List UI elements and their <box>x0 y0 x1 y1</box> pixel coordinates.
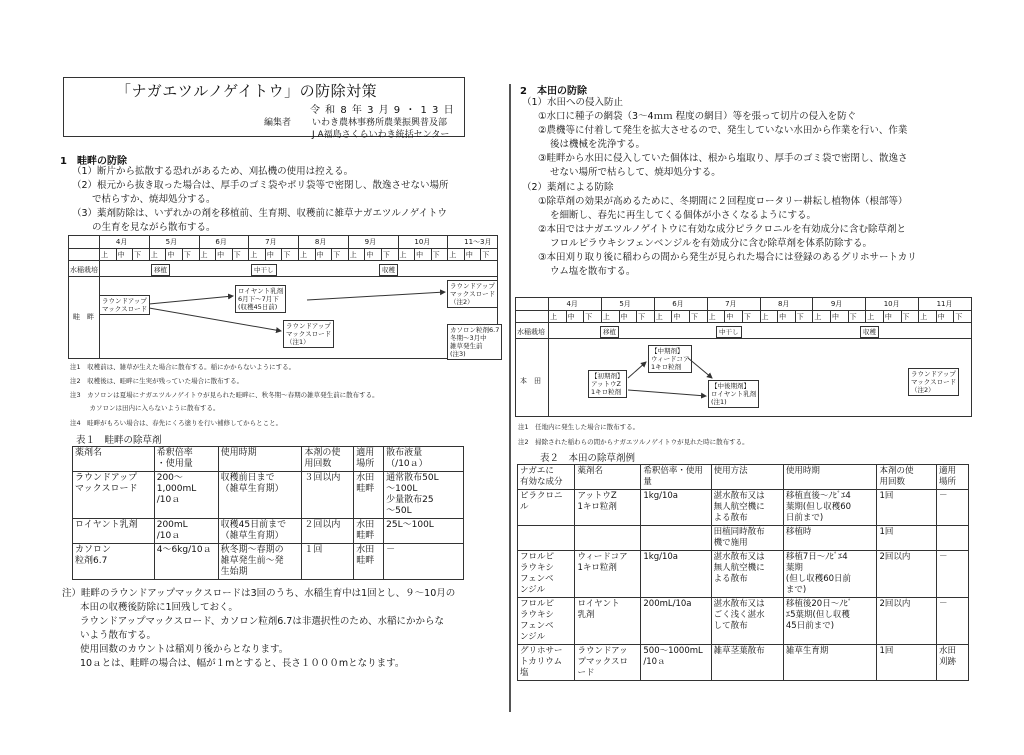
table2-cell <box>518 526 575 551</box>
table-1-caption: 表１ 畦畔の除草剤 <box>76 435 162 446</box>
cal-period-label: 上 <box>867 313 875 321</box>
cal-period-label: 中 <box>416 251 424 259</box>
cal-period-label: 上 <box>708 313 716 321</box>
table2-row <box>518 526 969 551</box>
cal-month-label: 7月 <box>265 238 277 246</box>
table2-cell: 雑草茎葉散布 <box>711 645 783 681</box>
table1-cell: 4～6kg/10ａ <box>154 544 218 580</box>
editor-name-2: J A福島さくらいわき統括センター <box>312 130 450 140</box>
left-footnote-4: いよう散布する。 <box>80 630 157 641</box>
table2-cell: ラウンドアッ プマックスロ ード <box>575 645 641 681</box>
table2-cell: － <box>937 598 969 645</box>
s2-2b2: フロルピラウキシフェンベンジルを有効成分に含む除草剤を体系防除する。 <box>550 238 872 249</box>
table2-cell: 雑草生育期 <box>783 645 877 681</box>
table2-cell: 500～1000mL /10ａ <box>641 645 711 681</box>
cal-period-label: 上 <box>150 251 158 259</box>
title-box <box>63 77 465 140</box>
editor-label: 編集者 <box>264 118 292 128</box>
cal-month-label: 11月 <box>936 300 953 308</box>
s2-2b: ②本田ではナガエツルノゲイトウに有効な成分ピラクロニルを有効成分に含む除草剤と <box>538 224 906 235</box>
cal-period-label: 中 <box>884 313 892 321</box>
page-title: 「ナガエツルノゲイトウ」の防除対策 <box>116 82 378 100</box>
table2-cell: フロルピ ラウキシ フェンベ ンジル <box>518 598 575 645</box>
cal-period-label: 下 <box>796 313 804 321</box>
s2-2c: ③本田刈り取り後に稲わらの間から発生が見られた場合には登録のあるグリホサートカリ <box>538 252 917 263</box>
table2-cell: 1kg/10a <box>641 551 711 598</box>
table1-header-cell: 適用 場所 <box>354 447 384 472</box>
cal-period-label: 中 <box>673 313 681 321</box>
table2-header-cell: 薬剤名 <box>575 465 641 490</box>
s1-line-4: （3）薬剤防除は、いずれかの剤を移植前、生育期、収穫前に雑草ナガエツルノゲイトウ <box>72 208 448 219</box>
herbicide-box-roundup-note2: ラウンドアップ マックスロード （注2） <box>447 280 498 308</box>
cal-month-label: 7月 <box>725 300 737 308</box>
table2-header-cell: 適用 場所 <box>937 465 969 490</box>
left-note-2: 注2 収穫後は、畦畔に生実が残っていた場合に散布する。 <box>70 377 244 385</box>
table1-cell: 収穫前日まで （雑草生育期） <box>218 472 302 519</box>
cal-period-label: 中 <box>266 251 274 259</box>
cal-period-label: 上 <box>250 251 258 259</box>
cal-month-label: 5月 <box>619 300 631 308</box>
s1-line-1: （1）断片から拡散する恐れがあるため、刈払機の使用は控える。 <box>72 166 354 177</box>
table2-cell: 移植後20日～ﾉﾋﾞ ｴ5葉期(但し収穫 45日前まで) <box>783 598 877 645</box>
table2-cell: 200mL/10a <box>641 598 711 645</box>
s1-line-3: で枯らすか、焼却処分する。 <box>92 194 216 205</box>
issue-date: 令 和 8 年 3 月 9 ・ 1 3 日 <box>310 105 455 116</box>
cal-period-label: 下 <box>432 251 440 259</box>
cal-period-label: 上 <box>200 251 208 259</box>
table1-row <box>73 544 464 580</box>
cal-period-label: 中 <box>366 251 374 259</box>
cal-period-label: 中 <box>316 251 324 259</box>
column-divider <box>509 84 511 712</box>
table2-cell: 湛水散布又は ごく浅く湛水 して散布 <box>711 598 783 645</box>
schedule-calendar-right <box>515 297 972 417</box>
table2-cell: 1回 <box>877 490 937 526</box>
table2-cell: 1回 <box>877 645 937 681</box>
table2-cell: － <box>937 551 969 598</box>
left-footnote-2: 本田の収穫後防除に1回残しておく。 <box>80 602 238 613</box>
cal-month-label: 9月 <box>364 238 377 246</box>
cal-period-label: 下 <box>382 251 390 259</box>
table1-cell: 水田 畦畔 <box>354 472 384 519</box>
cal-period-label: 下 <box>849 313 857 321</box>
table2-cell: ピラクロニ ル <box>518 490 575 526</box>
table2-header-cell: ナガエに 有効な成分 <box>518 465 575 490</box>
table1-cell: カソロン 粒剤6.7 <box>73 544 155 580</box>
cal-month-label: 4月 <box>566 300 578 308</box>
table1-cell: 秋冬期～春期の 雑草発生前～発 生始期 <box>218 544 302 580</box>
table2-cell: 移植直後～ﾉﾋﾞｴ4 葉期(但し収穫60 日前まで) <box>783 490 877 526</box>
table2-cell: 湛水散布又は 無人航空機に よる散布 <box>711 551 783 598</box>
table2-row <box>518 598 969 645</box>
cal-period-label: 上 <box>399 251 407 259</box>
s2-2c2: ウム塩を散布する。 <box>550 266 636 277</box>
levee-herbicide-table <box>72 446 464 580</box>
cal-period-label: 上 <box>814 313 822 321</box>
table1-header-cell: 希釈倍率 ・使用量 <box>154 447 218 472</box>
cal-month-label: 6月 <box>215 238 227 246</box>
table1-header-cell: 本剤の使 用回数 <box>302 447 354 472</box>
table2-cell: 1kg/10a <box>641 490 711 526</box>
section-2-title: 2 本田の防除 <box>520 86 587 97</box>
table2-header-cell: 希釈倍率・使用 量 <box>641 465 711 490</box>
cal-period-label: 上 <box>449 251 457 259</box>
table2-cell: ロイヤント 乳剤 <box>575 598 641 645</box>
cal-period-label: 上 <box>349 251 357 259</box>
cal-period-label: 中 <box>726 313 734 321</box>
table1-cell: １回 <box>302 544 354 580</box>
stage-transplant: 移植 <box>151 264 170 276</box>
cal-period-label: 中 <box>217 251 225 259</box>
s2-1c: ③畦畔から水田に侵入していた個体は、根から塩取り、厚手のゴミ袋で密閉し、散逸さ <box>538 153 908 164</box>
cal-month-label: 4月 <box>115 238 128 246</box>
cal-month-label: 10月 <box>414 238 431 246</box>
table2-header-cell: 使用方法 <box>711 465 783 490</box>
cal-row-label-levee: 畦 畔 <box>73 313 94 321</box>
table1-cell: － <box>384 544 464 580</box>
herbicide-box-atto-z: 【初期剤】 アットウZ 1キロ粒剤 <box>588 370 627 398</box>
table2-cell: － <box>937 490 969 526</box>
s2-1c2: せない場所で枯らして、焼却処分する。 <box>550 167 721 178</box>
herbicide-box-royant: 【中後期剤】 ロイヤント乳剤 (注1) <box>708 380 759 408</box>
table2-header-cell: 使用時期 <box>783 465 877 490</box>
table2-cell: 2回以内 <box>877 551 937 598</box>
stage-harvest: 収穫 <box>379 264 398 276</box>
stage-transplant: 移植 <box>600 326 619 338</box>
schedule-calendar-left <box>68 235 498 359</box>
table2-cell: 1回 <box>877 526 937 551</box>
herbicide-box-roundup-1: ラウンドアップ マックスロード <box>99 295 150 315</box>
cal-arrows <box>516 298 971 416</box>
cal-period-label: 中 <box>937 313 945 321</box>
s2-2a2: を細断し、春先に再生してくる個体が小さくなるようにする。 <box>550 210 817 221</box>
table2-row <box>518 551 969 598</box>
table1-cell: 200mL /10ａ <box>154 519 218 544</box>
cal-row-label-paddy: 本 田 <box>520 377 541 385</box>
cal-row-label-crop: 水稲栽培 <box>517 328 545 336</box>
left-note-1: 注1 収穫前は、雑草が生えた場合に散布する。稲にかからないようにする。 <box>70 363 296 371</box>
herbicide-box-roundup-note1: ラウンドアップ マックスロード （注1） <box>283 320 334 348</box>
table2-cell: フロルピ ラウキシ フェンベ ンジル <box>518 551 575 598</box>
s2-1: （1）水田への侵入防止 <box>522 97 624 108</box>
cal-period-label: 上 <box>101 251 108 259</box>
left-footnote-5: 使用回数のカウントは稲刈り後からとなります。 <box>80 644 289 655</box>
table1-header-cell: 散布液量 （/10ａ） <box>384 447 464 472</box>
table1-row <box>73 519 464 544</box>
table2-cell: 水田 刈跡 <box>937 645 969 681</box>
section-1-title: 1 畦畔の防除 <box>60 156 127 167</box>
right-note-2: 注2 掃除された稲わらの間からナガエツルノゲイトウが見れた時に散布する。 <box>518 438 749 446</box>
table2-cell <box>575 526 641 551</box>
cal-period-label: 上 <box>655 313 663 321</box>
table1-cell: 水田 畦畔 <box>354 519 384 544</box>
table2-row <box>518 490 969 526</box>
editor-name-1: いわき農林事務所農業振興普及部 <box>312 118 448 128</box>
cal-row-label-crop: 水稲栽培 <box>70 266 98 274</box>
s1-line-5: の生育を見ながら散布する。 <box>92 222 216 233</box>
table2-cell: ウィードコア 1キロ粒剤 <box>575 551 641 598</box>
s2-1b: ②農機等に付着して発生を拡大させるので、発生していない水田から作業を行い、作業 <box>538 125 908 136</box>
table1-cell: ラウンドアップ マックスロード <box>73 472 155 519</box>
table1-cell: ロイヤント乳剤 <box>73 519 155 544</box>
cal-period-label: 下 <box>902 313 910 321</box>
cal-period-label: 上 <box>602 313 610 321</box>
table2-cell: 移植7日～ﾉﾋﾞｴ4 葉期 (但し収穫60日前 まで) <box>783 551 877 598</box>
cal-period-label: 中 <box>779 313 787 321</box>
cal-period-label: 中 <box>167 251 175 259</box>
table1-row <box>73 472 464 519</box>
paddy-herbicide-table <box>517 464 969 681</box>
cal-period-label: 下 <box>955 313 963 321</box>
left-footnote-6: 10ａとは、畦畔の場合は、幅が１mとすると、長さ１０００mとなります。 <box>80 658 405 669</box>
cal-month-label: 5月 <box>165 238 178 246</box>
table2-cell <box>641 526 711 551</box>
table1-cell: 25L～100L <box>384 519 464 544</box>
left-note-4: カソロンは田内に入らないように散布する。 <box>70 404 220 412</box>
s2-2: （2）薬剤による防除 <box>522 182 614 193</box>
s1-line-2: （2）根元から抜き取った場合は、厚手のゴミ袋やポリ袋等で密閉し、散逸させない場所 <box>72 180 449 191</box>
s2-1a: ①水口に種子の網袋（3～4ｍｍ 程度の網目）等を張って切片の侵入を防ぐ <box>538 111 857 122</box>
herbicide-box-casoron: カソロン粒剤6.7 冬期～3月中 雑草発生前 (注3) <box>447 324 502 360</box>
table2-cell: 2回以内 <box>877 598 937 645</box>
table2-header-cell: 本剤の使 用回数 <box>877 465 937 490</box>
cal-arrows <box>69 236 497 358</box>
table2-cell: 移植時 <box>783 526 877 551</box>
cal-month-label: 8月 <box>314 238 327 246</box>
stage-midseason-drain: 中干し <box>251 264 277 276</box>
table1-cell: ２回以内 <box>302 519 354 544</box>
cal-period-label: 下 <box>134 251 142 259</box>
cal-period-label: 上 <box>761 313 769 321</box>
cal-month-label: 10月 <box>883 300 900 308</box>
cal-period-label: 下 <box>638 313 646 321</box>
table2-cell: 湛水散布又は 無人航空機に よる散布 <box>711 490 783 526</box>
cal-period-label: 上 <box>920 313 928 321</box>
left-footnote-1: 注）畦畔のラウンドアップマックスロードは3回のうち、水稲生育中は1回とし、９～10月の <box>62 588 456 599</box>
cal-period-label: 下 <box>585 313 593 321</box>
table2-cell: アットウZ 1キロ粒剤 <box>575 490 641 526</box>
right-note-1: 注1 任地内に発生した場合に散布する。 <box>518 423 640 431</box>
cal-period-label: 上 <box>300 251 307 259</box>
cal-month-label: 6月 <box>672 300 684 308</box>
table1-cell: 水田 畦畔 <box>354 544 384 580</box>
table2-row <box>518 645 969 681</box>
table2-cell <box>937 526 969 551</box>
table1-cell: 通常散布50L ～100L 少量散布25 ～50L <box>384 472 464 519</box>
table2-cell: グリホサー トカリウム 塩 <box>518 645 575 681</box>
table1-cell: 収穫45日前まで （雑草生育期） <box>218 519 302 544</box>
herbicide-box-royant: ロイヤント乳剤 6月下～7月下 (収穫45日前) <box>235 285 286 313</box>
cal-period-label: 下 <box>183 251 191 259</box>
stage-harvest: 収穫 <box>860 326 879 338</box>
left-footnote-3: ラウンドアップマックスロード、カソロン粒剤6.7は非選択性のため、水稲にかからな <box>80 616 444 627</box>
cal-period-label: 下 <box>743 313 751 321</box>
cal-period-label: 中 <box>832 313 839 321</box>
cal-period-label: 中 <box>567 313 575 321</box>
table1-cell: 200～ 1,000mL /10ａ <box>154 472 218 519</box>
table-2-caption: 表２ 本田の除草剤例 <box>540 453 636 464</box>
table1-cell: ３回以内 <box>302 472 354 519</box>
table1-header-cell: 使用時期 <box>218 447 302 472</box>
herbicide-box-roundup: ラウンドアップ マックスロード （注2） <box>908 368 959 396</box>
cal-period-label: 下 <box>283 251 291 259</box>
table1-header-cell: 薬剤名 <box>73 447 155 472</box>
herbicide-box-weedcore: 【中期剤】 ウィードコア 1キロ粒剤 <box>648 345 692 373</box>
s2-2a: ①除草剤の効果が高めるために、冬期間に２回程度ロータリー耕耘し植物体（根部等） <box>538 196 908 207</box>
table2-cell: 田植同時散布 機で施用 <box>711 526 783 551</box>
left-note-5: 注4 畦畔がもろい場合は、春先にくろ塗りを行い補修してからとこと。 <box>70 419 283 427</box>
cal-period-label: 中 <box>117 251 125 259</box>
left-note-3: 注3 カソロンは夏場にナガエツルノゲイトウが見られた畦畔に、秋冬期～春期の雑草発生前に散布する。 <box>70 391 379 399</box>
cal-period-label: 上 <box>550 313 557 321</box>
cal-month-label: 11～3月 <box>464 238 492 246</box>
stage-midseason-drain: 中干し <box>716 326 742 338</box>
cal-month-label: 9月 <box>830 300 843 308</box>
cal-period-label: 中 <box>620 313 628 321</box>
cal-period-label: 中 <box>465 251 473 259</box>
cal-month-label: 8月 <box>777 300 790 308</box>
cal-period-label: 下 <box>333 251 341 259</box>
cal-period-label: 下 <box>691 313 698 321</box>
cal-period-label: 下 <box>482 251 490 259</box>
cal-period-label: 下 <box>233 251 241 259</box>
s2-1b2: 後は機械を洗浄する。 <box>550 139 646 150</box>
